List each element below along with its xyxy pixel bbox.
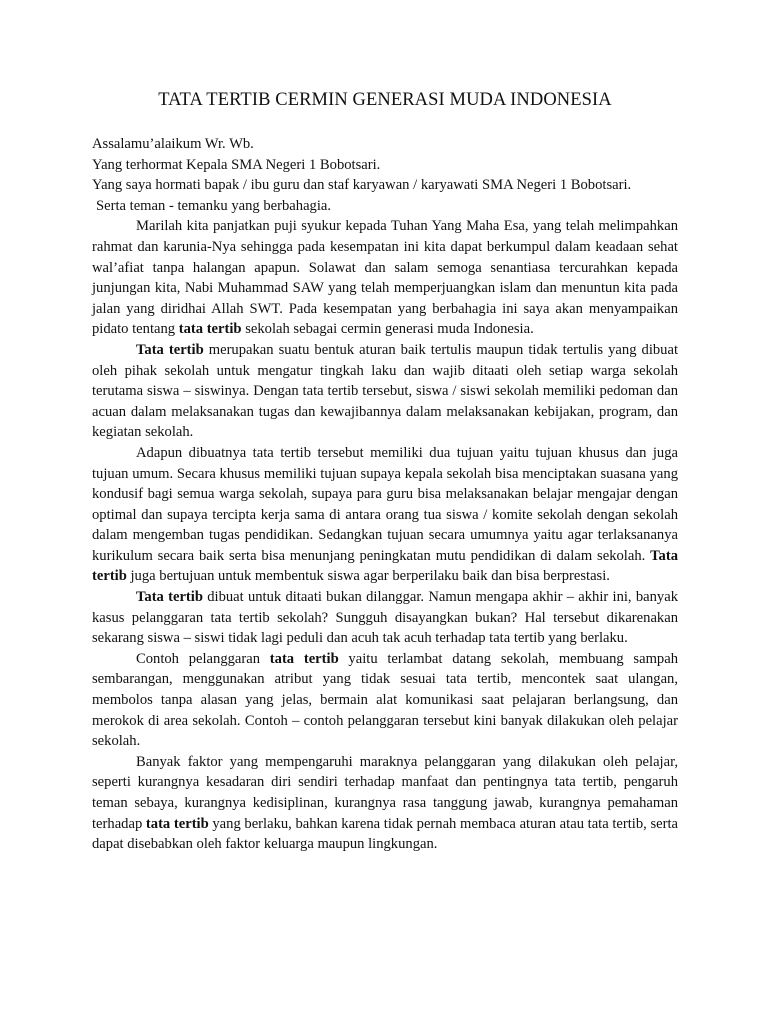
paragraph-text: sekolah sebagai cermin generasi muda Indonesia.: [241, 321, 534, 338]
bold-term: Tata tertib: [136, 589, 203, 606]
paragraph-text: Banyak faktor yang mempengaruhi maraknya pelanggaran yang dilakukan oleh pelajar, seperti kurangnya kesadaran diri sendiri terhadap manfaat dan pentingnya tata tertib, pengaruh teman sebaya, kurangnya kedisiplinan, kurangnya rasa tanggung jawab, kurangnya pemahaman terhadap: [92, 753, 678, 832]
paragraph-text: yang berlaku, bahkan karena tidak pernah membaca aturan atau tata tertib, serta dapat disebabkan oleh faktor keluarga maupun lingkungan.: [92, 815, 679, 853]
paragraph-text: merupakan suatu bentuk aturan baik tertulis maupun tidak tertulis yang dibuat oleh pihak sekolah untuk mengatur tingkah laku dan wajib ditaati oleh setiap warga sekolah terutama siswa – siswinya. Dengan tata tertib tersebut, siswa / siswi sekolah memiliki pedoman dan acuan dalam melaksanakan tugas dan kewajibannya dalam melaksanakan kebijakan, program, dan kegiatan sekolah.: [92, 341, 678, 441]
greeting-line: Yang saya hormati bapak / ibu guru dan staf karyawan / karyawati SMA Negeri 1 Bobotsari.: [92, 177, 632, 194]
paragraph: [92, 216, 678, 340]
bold-term: Tata tertib: [92, 547, 678, 585]
paragraph-text: Marilah kita panjatkan puji syukur kepada Tuhan Yang Maha Esa, yang telah melimpahkan rahmat dan karunia-Nya sehingga pada kesempatan ini kita dapat berkumpul dalam keadaan sehat wal’afiat tanpa halangan apapun. Solawat dan salam semoga senantiasa tercurahkan kepada junjungan kita, Nabi Muhammad SAW yang telah memperjuangkan islam dan menuntun kita pada jalan yang diridhai Allah SWT. Pada kesempatan yang berbahagia ini saya akan menyampaikan pidato tentang: [92, 218, 678, 338]
paragraph: [92, 649, 678, 752]
paragraph-text: yaitu terlambat datang sekolah, membuang sampah sembarangan, menggunakan atribut yang tidak sesuai tata tertib, mencontek saat ulangan, membolos tanpa alasan yang jelas, bermain alat komunikasi saat pelajaran berlangsung, dan merokok di area sekolah. Contoh – contoh pelanggaran tersebut kini banyak dilakukan oleh pelajar sekolah.: [92, 650, 678, 750]
paragraph: [92, 752, 678, 855]
bold-term: tata tertib: [145, 815, 209, 832]
bold-term: Tata tertib: [136, 341, 204, 358]
paragraph: [92, 443, 678, 587]
greeting-line: Yang terhormat Kepala SMA Negeri 1 Bobotsari.: [92, 156, 381, 173]
paragraph-text: dibuat untuk ditaati bukan dilanggar. Namun mengapa akhir – akhir ini, banyak kasus pelanggaran tata tertib sekolah? Sungguh disayangkan bukan? Hal tersebut dikarenakan sekarang siswa – siswi tidak lagi peduli dan acuh tak acuh terhadap tata tertib yang berlaku.: [92, 589, 678, 647]
greeting-line: Serta teman - temanku yang berbahagia.: [96, 197, 332, 214]
paragraph: [92, 587, 678, 649]
paragraph-text: Adapun dibuatnya tata tertib tersebut memiliki dua tujuan yaitu tujuan khusus dan juga tujuan umum. Secara khusus memiliki tujuan supaya kepala sekolah bisa menciptakan suasana yang kondusif bagi semua warga sekolah, supaya para guru bisa melaksanakan belajar mengajar dengan optimal dan supaya tercipta kerja sama di antara orang tua siswa / komite sekolah dengan sekolah dalam mengemban tugas pendidikan. Sedangkan tujuan secara umumnya yaitu agar terlaksananya kurikulum secara baik serta bisa menunjang peningkatan mutu pendidikan di dalam sekolah.: [92, 444, 678, 564]
bold-term: tata tertib: [269, 650, 339, 667]
paragraph-text: Contoh pelanggaran: [136, 650, 270, 667]
bold-term: tata tertib: [178, 321, 242, 338]
greeting-line: Assalamu’alaikum Wr. Wb.: [92, 136, 254, 152]
page-title: TATA TERTIB CERMIN GENERASI MUDA INDONESIA: [158, 90, 612, 110]
paragraph: [92, 340, 678, 443]
document-page: [92, 88, 678, 855]
paragraph-text: juga bertujuan untuk membentuk siswa agar berperilaku baik dan bisa berprestasi.: [126, 568, 610, 585]
